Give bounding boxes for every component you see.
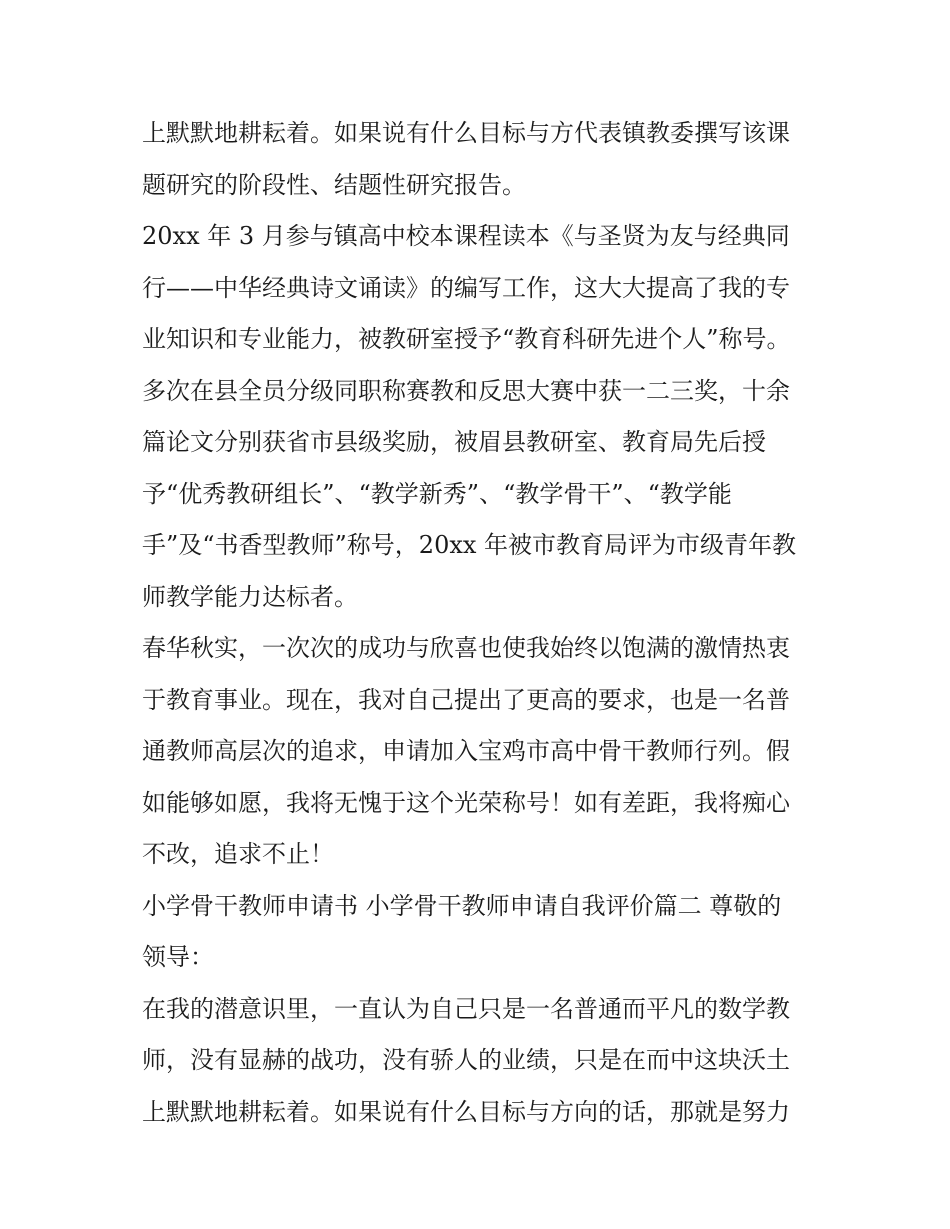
text-line: 行——中华经典诗文诵读》的编写工作，这大大提高了我的专	[142, 273, 790, 302]
text-line: 春华秋实，一次次的成功与欣喜也使我始终以饱满的激情热衷	[142, 634, 790, 662]
text-line: 小学骨干教师申请书 小学骨干教师申请自我评价篇二 尊敬的	[142, 891, 782, 920]
text-line: 20xx 年 3 月参与镇高中校本课程读本《与圣贤为友与经典同	[142, 222, 790, 250]
text-line: 如能够如愿，我将无愧于这个光荣称号！如有差距，我将痴心	[142, 788, 790, 817]
text-line: 上默默地耕耘着。如果说有什么目标与方向的话，那就是努力	[142, 1097, 790, 1126]
text-line: 师，没有显赫的战功，没有骄人的业绩，只是在而中这块沃土	[142, 1046, 790, 1074]
text-line: 手”及“书香型教师”称号，20xx 年被市教育局评为市级青年教	[142, 531, 797, 559]
text-line: 业知识和专业能力，被教研室授予“教育科研先进个人”称号。	[142, 325, 791, 353]
text-line: 通教师高层次的追求，申请加入宝鸡市高中骨干教师行列。假	[142, 737, 790, 765]
text-line: 多次在县全员分级同职称赛教和反思大赛中获一二三奖，十余	[142, 376, 790, 405]
text-line: 上默默地耕耘着。如果说有什么目标与方代表镇教委撰写该课	[142, 119, 790, 147]
text-line: 师教学能力达标者。	[142, 582, 358, 611]
document-body	[142, 108, 822, 1138]
text-line: 领导：	[142, 943, 214, 971]
text-line: 予“优秀教研组长”、“教学新秀”、“教学骨干”、“教学能	[142, 479, 732, 508]
text-line: 题研究的阶段性、结题性研究报告。	[142, 170, 526, 199]
text-line: 于教育事业。现在，我对自己提出了更高的要求，也是一名普	[142, 685, 790, 714]
text-line: 在我的潜意识里，一直认为自己只是一名普通而平凡的数学教	[142, 994, 790, 1023]
text-line: 不改，追求不止！	[142, 840, 334, 868]
text-line: 篇论文分别获省市县级奖励，被眉县教研室、教育局先后授	[142, 428, 766, 456]
